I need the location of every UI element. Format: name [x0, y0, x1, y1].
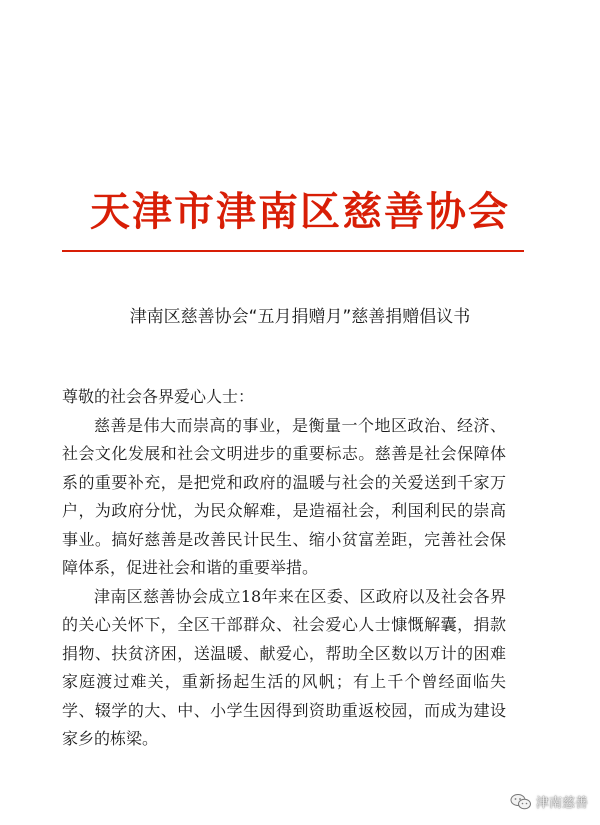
- letterhead-divider: [62, 250, 524, 252]
- paragraph: 慈善是伟大而崇高的事业，是衡量一个地区政治、经济、社会文化发展和社会文明进步的重要标志。慈善是社会保障体系的重要补充，是把党和政府的温暖与社会的关爱送到千家万户，为政府分忧，为民众解难，是造福社会，利国利民的崇高事业。搞好慈善是改善民计民生、缩小贫富差距，完善社会保障体系，促进社会和谐的重要举措。: [62, 415, 506, 577]
- paragraph: 津南区慈善协会成立18年来在区委、区政府以及社会各界的关心关怀下，全区干部群众、社会爱心人士慷慨解囊，捐款捐物、扶贫济困，送温暖、献爱心，帮助全区数以万计的困难家庭渡过难关，重新扬起生活的风帆；有上千个曾经面临失学、辍学的大、中、小学生因得到资助重返校园，而成为建设家乡的栋梁。: [62, 586, 506, 748]
- document-title: 津南区慈善协会“五月捐赠月”慈善捐赠倡议书: [129, 307, 471, 327]
- document-body: [62, 383, 506, 754]
- salutation: 尊敬的社会各界爱心人士：: [62, 387, 255, 406]
- wechat-watermark: [510, 792, 588, 811]
- org-letterhead-title: 天津市津南区慈善协会: [90, 188, 510, 235]
- watermark-text: 津南慈善: [535, 796, 588, 811]
- wechat-icon: [510, 793, 532, 811]
